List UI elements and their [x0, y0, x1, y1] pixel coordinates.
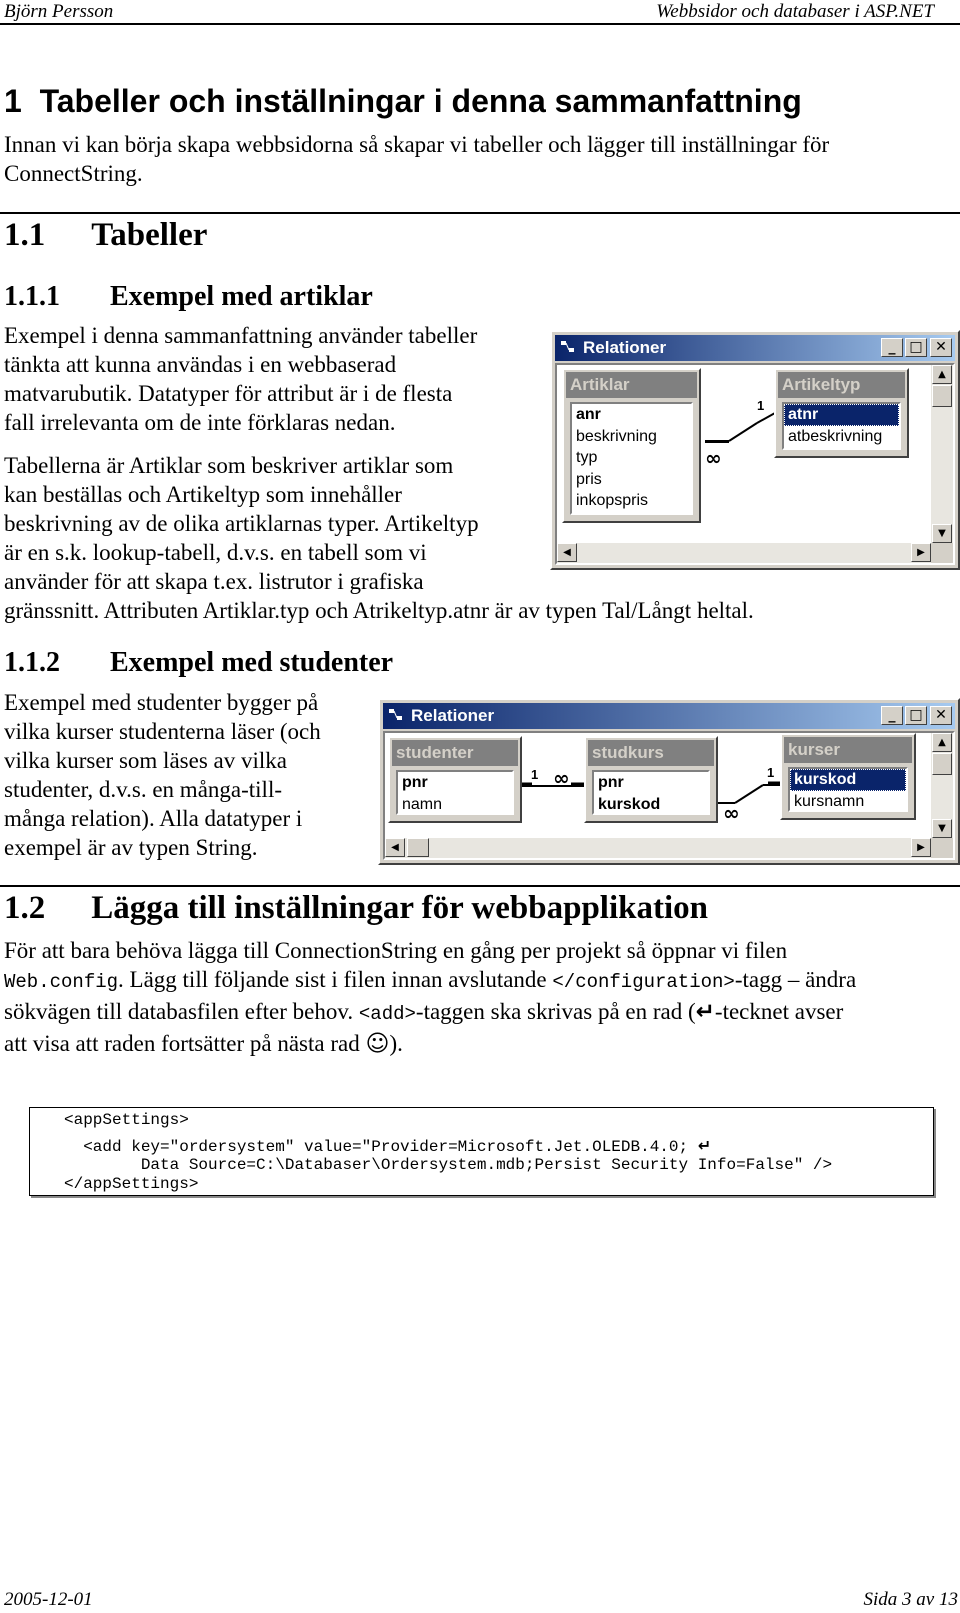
- table-title[interactable]: Artikeltyp: [778, 372, 905, 398]
- scroll-down-button[interactable]: ▼: [932, 819, 952, 838]
- intro-line-1: Innan vi kan börja skapa webbsidorna så skapar vi tabeller och lägger till inställningar för: [4, 132, 830, 157]
- table-title[interactable]: kurser: [784, 737, 912, 763]
- footer-date: 2005-12-01: [4, 1589, 93, 1610]
- table-title[interactable]: studenter: [392, 740, 518, 766]
- relations-icon: [389, 709, 403, 721]
- text-fragment: -taggen ska skrivas på en rad (: [415, 999, 696, 1024]
- section-1-1-1-title: Exempel med artiklar: [110, 281, 373, 312]
- section-1-1-2-title: Exempel med studenter: [110, 647, 394, 678]
- section-1-1-title: Tabeller: [91, 217, 208, 253]
- code-text: <add key="ordersystem" value="Provider=Microsoft.Jet.OLEDB.4.0;: [64, 1138, 689, 1156]
- code-line: </appSettings>: [64, 1175, 199, 1193]
- section-1-2-heading: [4, 890, 708, 927]
- text-line: är en s.k. lookup-tabell, d.v.s. en tabell som vi: [4, 540, 427, 565]
- field-item[interactable]: pnr: [598, 774, 624, 791]
- text-line: beskrivning av de olika artiklarnas typer. Artikeltyp: [4, 511, 479, 536]
- text-line: fall irrelevanta om de inte förklaras nedan.: [4, 410, 396, 435]
- section-1-2-rule: [0, 885, 960, 887]
- code-line: Data Source=C:\Databaser\Ordersystem.mdb;Persist Security Info=False" />: [64, 1156, 833, 1174]
- relations-window-articles[interactable]: [550, 330, 960, 570]
- text-line: många relation). Alla datatyper i: [4, 806, 303, 831]
- return-arrow-icon: ↵: [697, 1136, 712, 1155]
- footer-page: Sida 3 av 13: [863, 1589, 958, 1610]
- field-item[interactable]: pris: [576, 470, 602, 488]
- section-1-1-2-number: 1.1.2: [4, 647, 60, 678]
- text-fragment: att visa att raden fortsätter på nästa rad: [4, 1031, 366, 1056]
- window-titlebar[interactable]: [383, 703, 955, 729]
- minimize-button[interactable]: _: [881, 338, 903, 357]
- text-line: Exempel i denna sammanfattning använder tabeller: [4, 323, 478, 348]
- field-item[interactable]: inkopspris: [576, 492, 649, 509]
- code-line: <appSettings>: [64, 1111, 189, 1129]
- text-fragment: . Lägg till följande sist i filen innan avslutande: [118, 967, 553, 992]
- header-author: Björn Persson: [4, 1, 114, 22]
- relation-one-label: 1: [531, 767, 539, 782]
- maximize-button[interactable]: □: [905, 706, 927, 725]
- minimize-button[interactable]: _: [881, 706, 903, 725]
- relations-window-students[interactable]: [378, 698, 960, 865]
- close-button[interactable]: ✕: [930, 706, 952, 725]
- scroll-down-button[interactable]: ▼: [932, 524, 952, 543]
- section-1-2-title: Lägga till inställningar för webbapplikation: [91, 890, 709, 926]
- horizontal-scrollbar[interactable]: [557, 543, 931, 563]
- text-line: gränssnitt. Attributen Artiklar.typ och Atrikeltyp.atnr är av typen Tal/Långt heltal.: [4, 598, 754, 623]
- text-line: studenter, d.v.s. en många-till-: [4, 777, 282, 802]
- text-line: vilka kurser som läses av vilka: [4, 748, 287, 773]
- field-item[interactable]: atnr: [784, 404, 899, 426]
- field-item[interactable]: typ: [576, 449, 598, 466]
- scroll-left-button[interactable]: ◀: [557, 543, 577, 562]
- vertical-scrollbar[interactable]: [931, 365, 953, 543]
- scroll-up-button[interactable]: ▲: [932, 733, 952, 752]
- relations-canvas[interactable]: [555, 363, 955, 565]
- field-item[interactable]: namn: [402, 795, 443, 813]
- section-1-1-heading: [4, 217, 207, 254]
- text-fragment: ).: [389, 1031, 403, 1056]
- field-item[interactable]: atbeskrivning: [788, 427, 883, 445]
- table-kurser[interactable]: [780, 733, 916, 820]
- maximize-button[interactable]: □: [905, 338, 927, 357]
- section-1-title: Tabeller och inställningar i denna sammanfattning: [39, 83, 802, 119]
- field-item[interactable]: kursnamn: [794, 792, 865, 810]
- relation-one-label: 1: [757, 398, 765, 413]
- text-fragment: sökvägen till databasfilen efter behov.: [4, 999, 359, 1024]
- text-line: använder för att skapa t.ex. listrutor i grafiska: [4, 569, 424, 594]
- code-line: [64, 1136, 711, 1158]
- field-item[interactable]: beskrivning: [576, 427, 657, 445]
- relation-many-label: ∞: [705, 446, 722, 470]
- articles-paragraph-1: [4, 321, 544, 437]
- scroll-thumb[interactable]: [932, 385, 952, 407]
- field-item[interactable]: pnr: [402, 774, 428, 791]
- section-1-intro: [4, 130, 829, 188]
- section-1-1-number: 1.1: [4, 217, 46, 253]
- return-arrow-icon: ↵: [695, 999, 715, 1025]
- text-line: För att bara behöva lägga till ConnectionString en gång per projekt så öppnar vi filen: [4, 938, 788, 963]
- table-studkurs[interactable]: [584, 736, 718, 823]
- scroll-left-button[interactable]: ◀: [385, 838, 405, 857]
- inline-code: Web.config: [4, 971, 119, 993]
- table-artikeltyp[interactable]: [774, 368, 909, 458]
- text-line: tänkta att kunna användas i en webbaserad: [4, 352, 397, 377]
- field-list[interactable]: [782, 402, 901, 450]
- table-artiklar[interactable]: [562, 368, 701, 523]
- relation-one-label: 1: [767, 765, 775, 780]
- text-fragment: -tagg – ändra: [734, 967, 857, 992]
- field-item[interactable]: kurskod: [598, 795, 661, 813]
- field-list[interactable]: [396, 770, 514, 815]
- text-line: kan beställas och Artikeltyp som innehåller: [4, 482, 402, 507]
- field-list[interactable]: [788, 767, 908, 812]
- text-line: Tabellerna är Artiklar som beskriver artiklar som: [4, 453, 454, 478]
- resize-grip[interactable]: [931, 838, 953, 858]
- section-1-number: 1: [4, 83, 22, 119]
- smiley-icon: ☺: [365, 1031, 390, 1057]
- header-course: Webbsidor och databaser i ASP.NET: [656, 1, 934, 22]
- table-title[interactable]: studkurs: [588, 740, 714, 766]
- code-block: [29, 1107, 934, 1196]
- text-line: exempel är av typen String.: [4, 835, 258, 860]
- section-1-2-number: 1.2: [4, 890, 46, 926]
- scroll-thumb-horizontal[interactable]: [407, 838, 429, 857]
- inline-code: <add>: [358, 1003, 416, 1025]
- text-line: Exempel med studenter bygger på: [4, 690, 319, 715]
- inline-code: </configuration>: [552, 971, 735, 993]
- close-button[interactable]: ✕: [930, 338, 952, 357]
- window-title: Relationer: [583, 338, 667, 357]
- relations-canvas[interactable]: [383, 731, 955, 860]
- table-title[interactable]: Artiklar: [566, 372, 697, 398]
- settings-paragraph: [4, 936, 954, 1059]
- intro-line-2: ConnectString.: [4, 161, 143, 186]
- table-studenter[interactable]: [388, 736, 522, 823]
- section-1-1-2-heading: [4, 647, 393, 679]
- scroll-right-button[interactable]: ▶: [911, 838, 931, 857]
- window-title: Relationer: [411, 706, 495, 725]
- text-fragment: -tecknet avser: [714, 999, 844, 1024]
- students-paragraph: [4, 688, 376, 862]
- scroll-up-button[interactable]: ▲: [932, 365, 952, 384]
- text-line: vilka kurser studenterna läser (och: [4, 719, 321, 744]
- horizontal-scrollbar[interactable]: [385, 838, 931, 858]
- field-item[interactable]: kurskod: [790, 769, 906, 791]
- text-line: matvarubutik. Datatyper för attribut är i de flesta: [4, 381, 453, 406]
- field-item[interactable]: anr: [576, 406, 601, 423]
- field-list[interactable]: [592, 770, 710, 815]
- vertical-scrollbar[interactable]: [931, 733, 953, 838]
- scroll-thumb[interactable]: [932, 753, 952, 775]
- window-titlebar[interactable]: [555, 335, 955, 361]
- relations-icon: [561, 341, 575, 353]
- scroll-right-button[interactable]: ▶: [911, 543, 931, 562]
- resize-grip[interactable]: [931, 543, 953, 563]
- section-1-1-rule: [0, 212, 960, 214]
- section-1-heading: [4, 83, 802, 120]
- field-list[interactable]: [570, 402, 693, 515]
- relation-many-label: ∞: [723, 801, 740, 825]
- header-rule: [0, 23, 960, 25]
- section-1-1-1-heading: [4, 281, 373, 313]
- section-1-1-1-number: 1.1.1: [4, 281, 60, 312]
- relation-many-label: ∞: [553, 766, 570, 790]
